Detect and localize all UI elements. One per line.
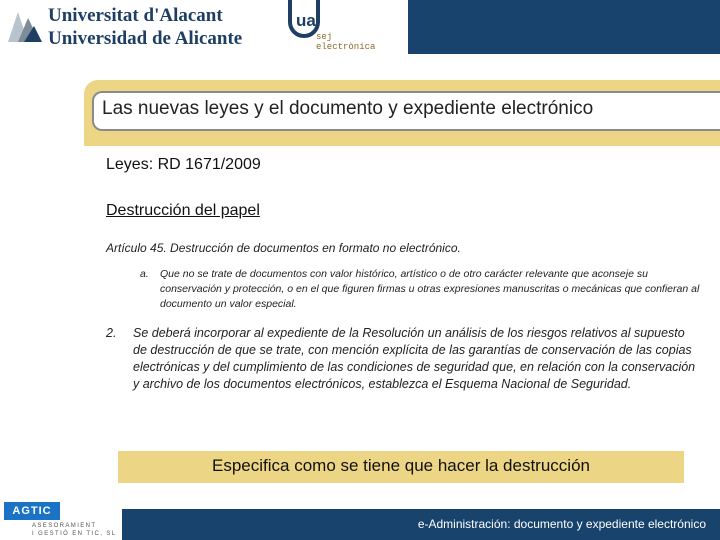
agtic-sub-line2: I GESTIÓ EN TIC, SL [32, 531, 117, 537]
list-item-2-text: Se deberá incorporar al expediente de la Resolución un análisis de los riesgos relativos al supuesto de destrucción de que se trate, con mención explícita de las garantías de conservación de las copias electrónicas y del cumplimiento de las condiciones de seguridad que, en relación con la conservación y archivo de los documentos electrónicos, establezca el Esquema Nacional de Seguridad. [133, 326, 696, 391]
university-emblem-icon [4, 6, 44, 46]
footer-bar [122, 509, 720, 540]
ua-logo [282, 0, 408, 56]
agtic-logo: AGTIC [4, 502, 60, 520]
ua-logo-sub1: sej [316, 32, 333, 42]
university-name-line1: Universitat d'Alacant [48, 5, 223, 26]
agtic-subtitle [32, 522, 117, 538]
ua-logo-subtitle [316, 32, 375, 52]
slide-title: Las nuevas leyes y el documento y expediente electrónico [102, 98, 594, 119]
university-name-line2: Universidad de Alicante [48, 28, 243, 49]
header [0, 0, 720, 56]
header-blue-panel [408, 0, 720, 54]
highlight-text: Especifica como se tiene que hacer la destrucción [212, 456, 590, 475]
article-heading: Artículo 45. Destrucción de documentos en formato no electrónico. [106, 241, 461, 255]
university-name [48, 4, 242, 50]
highlight-box [118, 451, 684, 483]
university-logo [0, 0, 250, 56]
list-marker-2: 2. [106, 326, 117, 340]
footer-text: e-Administración: documento y expediente electrónico [417, 517, 706, 531]
agtic-sub-line1: ASESORAMIENT [32, 523, 97, 529]
ua-logo-letters: ua [296, 11, 316, 30]
list-marker-a: a. [140, 268, 149, 280]
law-heading: Leyes: RD 1671/2009 [106, 156, 261, 173]
section-heading: Destrucción del papel [106, 202, 260, 219]
list-item-a-text: Que no se trate de documentos con valor histórico, artístico o de otro carácter relevante que aconseje su conservación y protección, o en el que figuren firmas u otras expresiones manuscritas o mecánicas que confieran al documento un valor especial. [160, 268, 700, 310]
ua-logo-sub2: electrònica [316, 42, 376, 52]
